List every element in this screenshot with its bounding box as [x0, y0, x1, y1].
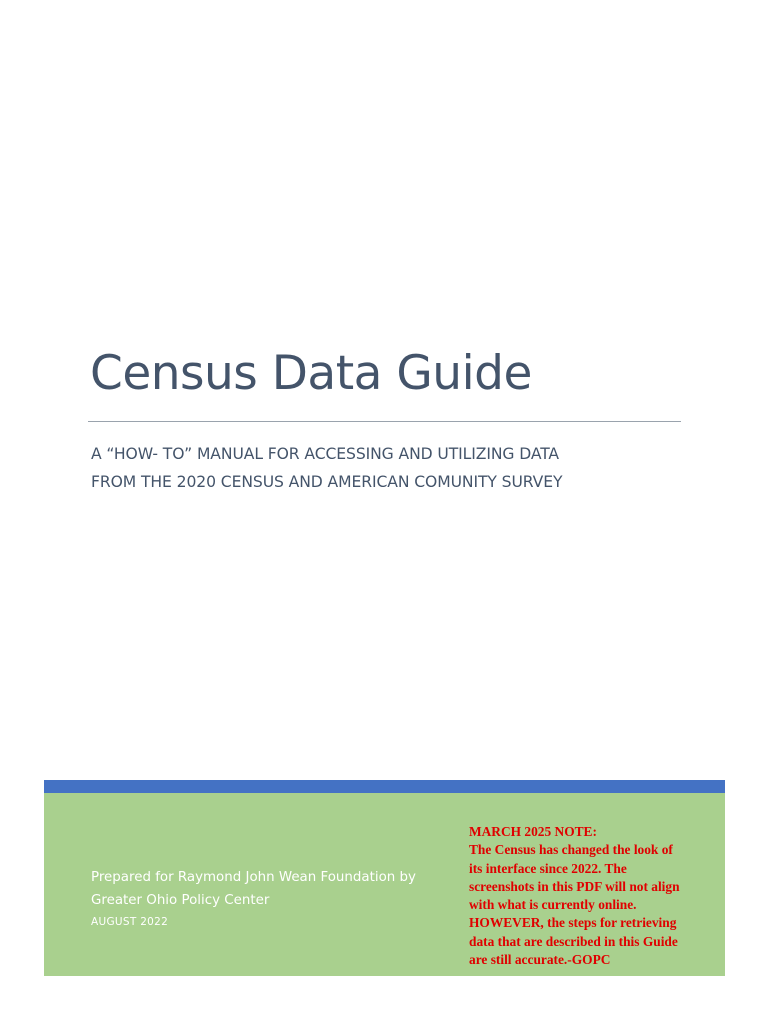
note-line: screenshots in this PDF will not align	[469, 878, 680, 894]
subtitle-line: FROM THE 2020 CENSUS AND AMERICAN COMUNITY SURVEY	[91, 473, 563, 491]
note-line: The Census has changed the look of	[469, 842, 673, 858]
subtitle-line: A “HOW- TO” MANUAL FOR ACCESSING AND UTILIZING DATA	[91, 445, 560, 463]
note-line: with what is currently online.	[469, 897, 637, 913]
note-line: HOWEVER, the steps for retrieving	[469, 915, 677, 931]
update-note	[469, 823, 719, 969]
title-divider	[88, 421, 681, 422]
document-title: Census Data Guide	[90, 346, 532, 401]
prepared-line: Greater Ohio Policy Center	[91, 893, 270, 908]
footer-accent-bar	[44, 780, 725, 793]
publication-date: AUGUST 2022	[91, 916, 169, 928]
note-line: MARCH 2025 NOTE:	[469, 824, 597, 839]
prepared-for-text	[91, 866, 461, 912]
prepared-line: Prepared for Raymond John Wean Foundation by	[91, 870, 416, 885]
note-line: data that are described in this Guide	[469, 933, 678, 949]
document-subtitle	[91, 440, 691, 496]
note-line: are still accurate.-GOPC	[469, 952, 611, 968]
note-line: its interface since 2022. The	[469, 860, 627, 876]
